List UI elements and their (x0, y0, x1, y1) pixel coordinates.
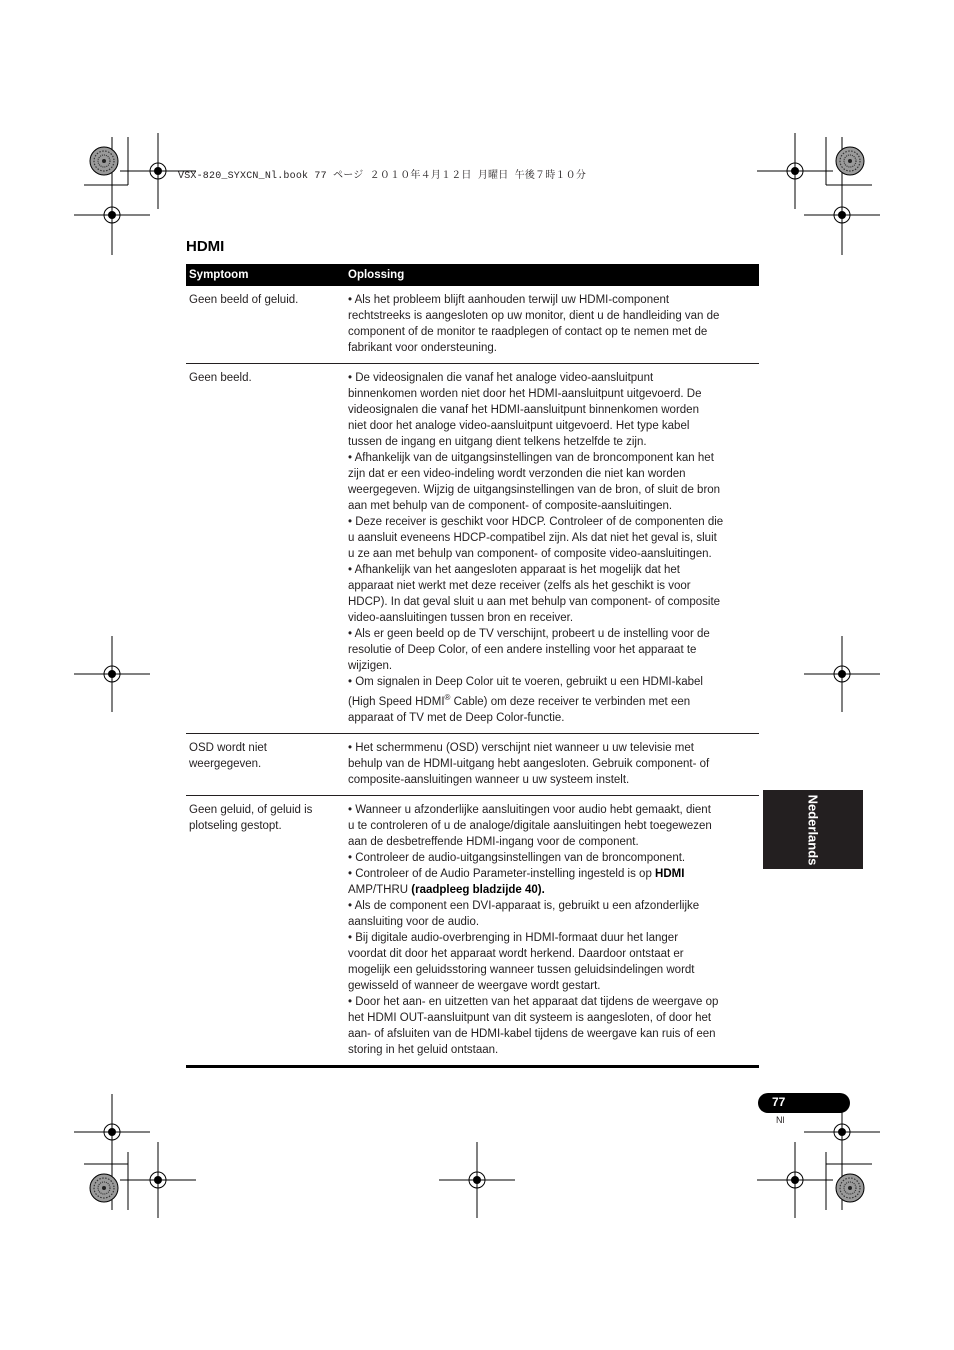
solution-line: resolutie of Deep Color, of een andere instelling voor het apparaat te (348, 644, 697, 656)
page-language-code: Nl (776, 1115, 785, 1125)
solution-line: binnenkomen worden niet door het HDMI-aansluitpunt uitgevoerd. De (348, 388, 702, 400)
table-row (186, 286, 759, 364)
registration-crosshair-icon (120, 1142, 196, 1218)
symptom-cell: Geen geluid, of geluid is plotseling gestopt. (186, 795, 345, 1066)
table-row (186, 364, 759, 734)
section-title: HDMI (186, 238, 225, 255)
registration-target-icon (836, 147, 864, 175)
registration-crosshair-icon (74, 636, 150, 712)
page-number: 77 (772, 1095, 786, 1109)
solution-line: behulp van de HDMI-uitgang hebt aangesloten. Gebruik component- of (348, 757, 710, 770)
solution-line: u aansluit eveneens HDCP-compatibel zijn. Als dat niet het geval is, sluit (348, 532, 717, 544)
troubleshooting-table (186, 264, 759, 1068)
solution-line: • Wanneer u afzonderlijke aansluitingen voor audio hebt gemaakt, dient (348, 803, 711, 816)
solution-line: aan met behulp van de component- of composite-aansluitingen. (348, 500, 673, 512)
solution-line: niet door het analoge video-aansluitpunt uitgevoerd. Het type kabel (348, 420, 690, 432)
symptom-cell: Geen beeld. (186, 364, 345, 734)
solution-line: • Controleer de audio-uitgangsinstellingen van de broncomponent. (348, 851, 686, 864)
solution-line: (High Speed HDMI® Cable) om deze receiver te verbinden met een (348, 693, 691, 708)
solution-line: AMP/THRU (raadpleeg bladzijde 40). (348, 883, 545, 896)
registration-crosshair-icon (439, 1142, 515, 1218)
solution-line: • Als de component een DVI-apparaat is, gebruikt u een afzonderlijke (348, 899, 700, 912)
solution-line: aan- of afsluiten van de HDMI-kabel tijdens de weergave kan ruis of een (348, 1027, 716, 1040)
solution-line: apparaat of TV met de Deep Color-functie. (348, 711, 565, 724)
solution-cell (345, 364, 759, 734)
solution-line: rechtstreeks is aangesloten op uw monitor, dient u de handleiding van de (348, 310, 720, 322)
registration-crosshair-icon (74, 1094, 150, 1170)
solution-line: composite-aansluitingen wanneer u uw systeem instelt. (348, 773, 630, 786)
solution-line: • Als het probleem blijft aanhouden terwijl uw HDMI-component (348, 294, 670, 306)
solution-line: • Als er geen beeld op de TV verschijnt, probeert u de instelling voor de (348, 628, 710, 640)
solution-line: u te controleren of u de analoge/digitale aansluitingen hebt toegewezen (348, 819, 712, 832)
crop-lines-bottom (84, 1095, 872, 1210)
solution-line: video-aansluitingen tussen bron en receiver. (348, 612, 574, 624)
solution-line: videosignalen die vanaf het HDMI-aansluitpunt binnenkomen worden (348, 404, 699, 416)
solution-line: aansluiting voor de audio. (348, 915, 480, 928)
registration-crosshair-icon (804, 177, 880, 253)
solution-line: • Afhankelijk van het aangesloten apparaat is het mogelijk dat het (348, 564, 680, 576)
registration-crosshair-icon (757, 133, 833, 209)
solution-line: zijn dat er een video-indeling wordt verzonden die niet kan worden (348, 468, 686, 480)
solution-cell (345, 795, 759, 1066)
solution-line: • Door het aan- en uitzetten van het apparaat dat tijdens de weergave op (348, 995, 719, 1008)
solution-line: mogelijk een geluidsstoring wanneer tussen geluidsindelingen wordt (348, 963, 695, 976)
solution-line: • Om signalen in Deep Color uit te voeren, gebruikt u een HDMI-kabel (348, 676, 703, 688)
solution-line: tussen de ingang en uitgang dient telkens hetzelfde te zijn. (348, 436, 647, 448)
solution-line: fabrikant voor ondersteuning. (348, 342, 497, 354)
solution-line: HDCP). In dat geval sluit u aan met behulp van component- of composite (348, 596, 721, 608)
solution-line: • Afhankelijk van de uitgangsinstellingen van de broncomponent kan het (348, 452, 714, 464)
solution-line: • De videosignalen die vanaf het analoge video-aansluitpunt (348, 372, 654, 384)
solution-line: wijzigen. (348, 660, 393, 672)
registration-crosshair-icon (757, 1142, 833, 1218)
registration-crosshair-icon (74, 177, 150, 253)
solution-line: component of de monitor te raadplegen of contact op te nemen met de (348, 326, 708, 338)
symptom-cell: Geen beeld of geluid. (186, 286, 345, 364)
solution-line: storing in het geluid ontstaan. (348, 1043, 499, 1056)
registration-target-icon (90, 1174, 118, 1202)
registration-target-icon (90, 147, 118, 175)
registration-crosshair-icon (804, 636, 880, 712)
solution-line: • Het schermmenu (OSD) verschijnt niet wanneer u uw televisie met (348, 741, 694, 754)
registration-target-icon (836, 1174, 864, 1202)
solution-line: • Controleer of de Audio Parameter-instelling ingesteld is op HDMI (348, 867, 685, 880)
solution-line: • Deze receiver is geschikt voor HDCP. Controleer of de componenten die (348, 516, 724, 528)
solution-line: • Bij digitale audio-overbrenging in HDMI-formaat duur het langer (348, 931, 679, 944)
symptom-cell: OSD wordt niet weergegeven. (186, 733, 345, 795)
solution-line: voordat dit door het apparaat wordt herkend. Daardoor ontstaat er (348, 947, 684, 960)
column-header-solution: Oplossing (345, 264, 759, 286)
solution-line: apparaat niet werkt met deze receiver (zelfs als het geschikt is voor (348, 580, 691, 592)
solution-line: weergegeven. Wijzig de uitgangsinstellingen van de bron, of sluit de bron (348, 484, 721, 496)
column-header-symptom: Symptoom (186, 264, 345, 286)
table-row (186, 795, 759, 1066)
table-row (186, 733, 759, 795)
table-body (186, 286, 759, 1066)
solution-cell (345, 733, 759, 795)
solution-line: gewisseld of wanneer de weergave wordt gestart. (348, 979, 601, 992)
page-number-badge (758, 1093, 850, 1113)
print-header: VSX-820_SYXCN_Nl.book 77 ページ ２０１０年４月１２日 月曜日 午後７時１０分 (178, 171, 587, 182)
side-tab-label: Nederlands (805, 794, 821, 865)
solution-cell (345, 286, 759, 364)
table-header-row (186, 264, 759, 286)
solution-line: u ze aan met behulp van component- of composite video-aansluitingen. (348, 548, 712, 560)
solution-line: aan de desbetreffende HDMI-ingang voor de component. (348, 835, 639, 848)
language-side-tab (763, 790, 863, 869)
solution-line: het HDMI OUT-aansluitpunt van dit systeem is aangesloten, of door het (348, 1011, 712, 1024)
